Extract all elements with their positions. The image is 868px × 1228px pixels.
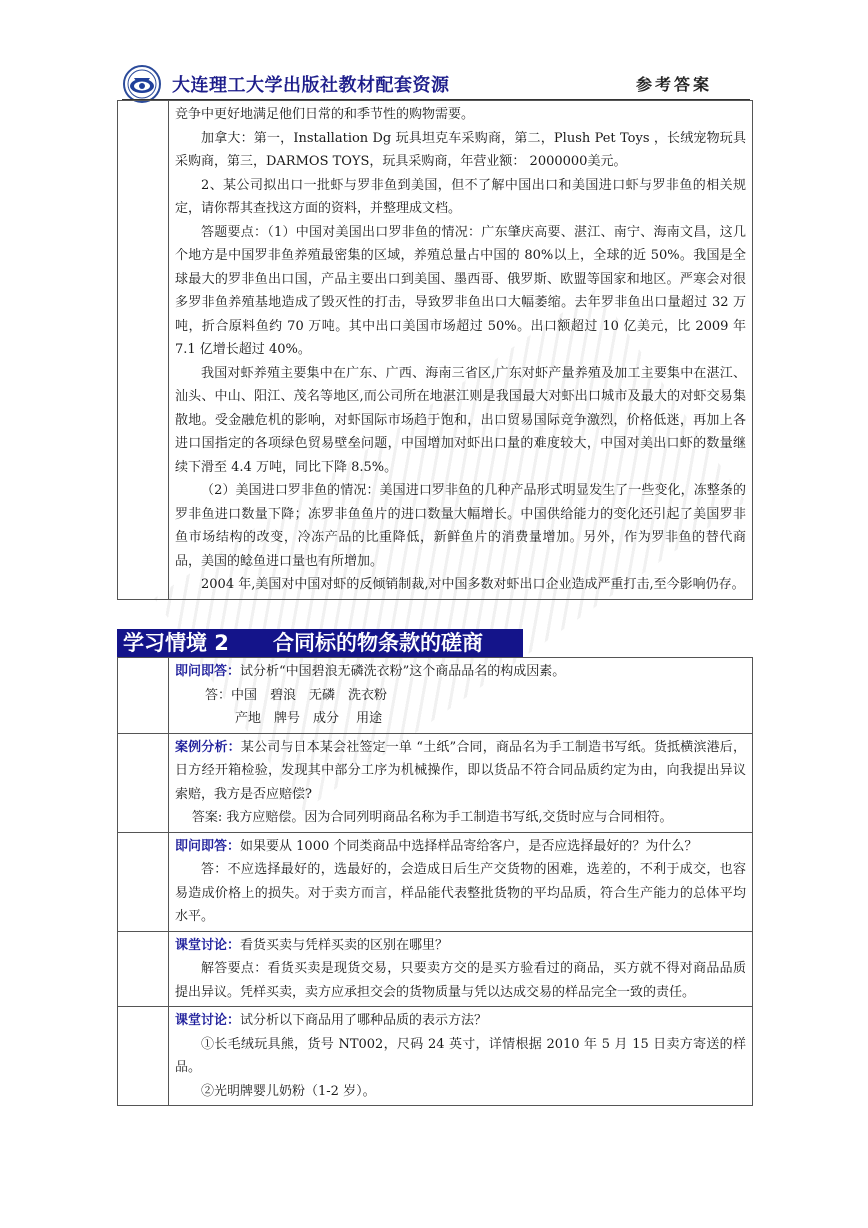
table-row xyxy=(118,100,752,599)
paragraph: 竞争中更好地满足他们日常的和季节性的购物需要。 xyxy=(175,107,475,122)
left-column-cell xyxy=(118,101,169,599)
university-seal-icon xyxy=(122,64,162,104)
question-text: 某公司与日本某会社签定一单 “土纸”合同，商品名为手工制造书写纸。货抵横滨港后，日方经开箱检验，发现其中部分工序为机械操作，即以货品不符合同品质约定为由，向我提出异议索赔，我方是否应赔偿? xyxy=(175,739,746,802)
class-discussion-label: 课堂讨论： xyxy=(175,1013,241,1028)
publisher-title: 大连理工大学出版社教材配套资源 xyxy=(172,75,450,96)
list-item: ②光明牌婴儿奶粉（1-2 岁）。 xyxy=(201,1083,376,1099)
list-item: ①长毛绒玩具熊，货号 NT002，尺码 24 英寸，详情根据 2010 年 5 月 15 日卖方寄送的样品。 xyxy=(175,1036,746,1075)
answer-table-part1 xyxy=(117,100,753,600)
case-analysis-label: 案例分析： xyxy=(175,739,241,755)
left-column-cell xyxy=(118,833,169,931)
answer-table-part2 xyxy=(117,657,753,1106)
section-heading xyxy=(117,629,523,657)
paragraph: 我国对虾养殖主要集中在广东、广西、海南三省区,广东对虾产量养殖及加工主要集中在湛江、汕头、中山、阳江、茂名等地区,而公司所在地湛江则是我国最大对虾出口城市及最大的对虾交易集散地。受金融危机的影响，对虾国际市场趋于饱和，出口贸易国际竞争激烈，价格低迷，再加上各进口国指定的各项绿色贸易壁垒问题，中国增加对虾出口量的难度较大，中国对美出口虾的数量继续下滑至 4.4 万吨，同比下降 8.5%。 xyxy=(175,365,746,475)
section-title: 合同标的物条款的磋商 xyxy=(273,631,483,655)
question-text: 试分析“中国碧浪无磷洗衣粉”这个商品品名的构成因素。 xyxy=(240,664,566,679)
content-cell xyxy=(169,101,752,599)
table-row xyxy=(118,733,752,832)
left-column-cell xyxy=(118,658,169,733)
answer-text: 答：不应选择最好的，选最好的，会造成日后生产交货物的困难，选差的，不利于成交，也容易造成价格上的损失。对于卖方而言，样品能代表整批货物的平均品质，符合生产能力的总体平均水平。 xyxy=(175,862,746,924)
left-column-cell xyxy=(118,734,169,832)
table-row xyxy=(118,1006,752,1105)
answer-text: 解答要点：看货买卖是现货交易，只要卖方交的是买方验看过的商品，买方就不得对商品品质提出异议。凭样买卖，卖方应承担交会的货物质量与凭以达成交易的样品完全一致的责任。 xyxy=(175,961,746,1000)
table-row xyxy=(118,931,752,1007)
table-row xyxy=(118,657,752,733)
class-discussion-label: 课堂讨论： xyxy=(175,937,241,953)
content-cell xyxy=(169,734,752,832)
answer-text: 答案: 我方应赔偿。因为合同列明商品名称为手工制造书写纸,交货时应与合同相符。 xyxy=(191,810,673,825)
answer-line: 产地 牌号 成分 用途 xyxy=(235,711,383,726)
content-cell xyxy=(169,1007,752,1105)
table-row xyxy=(118,832,752,931)
paragraph: 2004 年,美国对中国对虾的反倾销制裁,对中国多数对虾出口企业造成严重打击,至今影响仍存。 xyxy=(201,577,745,592)
question-text: 如果要从 1000 个同类商品中选择样品寄给客户，是否应选择最好的？为什么？ xyxy=(240,838,698,854)
quick-qa-label: 即问即答： xyxy=(175,838,241,854)
quick-qa-label: 即问即答： xyxy=(175,664,241,679)
paragraph: 加拿大：第一，Installation Dg 玩具坦克车采购商，第二，Plush Pet Toys ，长绒宠物玩具采购商，第三，DARMOS TOYS，玩具采购商，年营业额： 2000000美元。 xyxy=(175,130,746,169)
question-text: 试分析以下商品用了哪种品质的表示方法？ xyxy=(240,1013,488,1028)
answer-key-label: 参考答案 xyxy=(635,75,712,94)
content-cell xyxy=(169,658,752,733)
left-column-cell xyxy=(118,1007,169,1105)
paragraph: 答题要点：（1）中国对美国出口罗非鱼的情况：广东肇庆高要、湛江、南宁、海南文昌，这几个地方是中国罗非鱼养殖最密集的区域，养殖总量占中国的 80%以上，全球的近 50%。我国是全球最大的罗非鱼出口国，产品主要出口到美国、墨西哥、俄罗斯、欧盟等国家和地区。严寒会对很多罗非鱼养殖基地造成了毁灭性的打击，导致罗非鱼出口大幅萎缩。去年罗非鱼出口量超过 32 万吨，折合原料鱼约 70 万吨。其中出口美国市场超过 50%。出口额超过 10 亿美元，比 2009 年 7.1 亿增长超过 40%。 xyxy=(175,224,746,357)
answer-line: 答：中国 碧浪 无磷 洗衣粉 xyxy=(205,687,388,703)
paragraph: 2、某公司拟出口一批虾与罗非鱼到美国，但不了解中国出口和美国进口虾与罗非鱼的相关规定，请你帮其查找这方面的资料，并整理成文档。 xyxy=(175,177,746,216)
content-cell xyxy=(169,932,752,1007)
content-cell xyxy=(169,833,752,931)
question-text: 看货买卖与凭样买卖的区别在哪里？ xyxy=(240,937,449,953)
left-column-cell xyxy=(118,932,169,1007)
section-number: 学习情境 2 xyxy=(123,631,229,655)
page-header xyxy=(122,64,750,100)
paragraph: （2）美国进口罗非鱼的情况：美国进口罗非鱼的几种产品形式明显发生了一些变化，冻整条的罗非鱼进口数量下降；冻罗非鱼鱼片的进口数量大幅增长。中国供给能力的变化还引起了美国罗非鱼市场结构的改变，冷冻产品的比重降低，新鲜鱼片的消费量增加。另外，作为罗非鱼的替代商品，美国的鲶鱼进口量也有所增加。 xyxy=(175,483,746,569)
